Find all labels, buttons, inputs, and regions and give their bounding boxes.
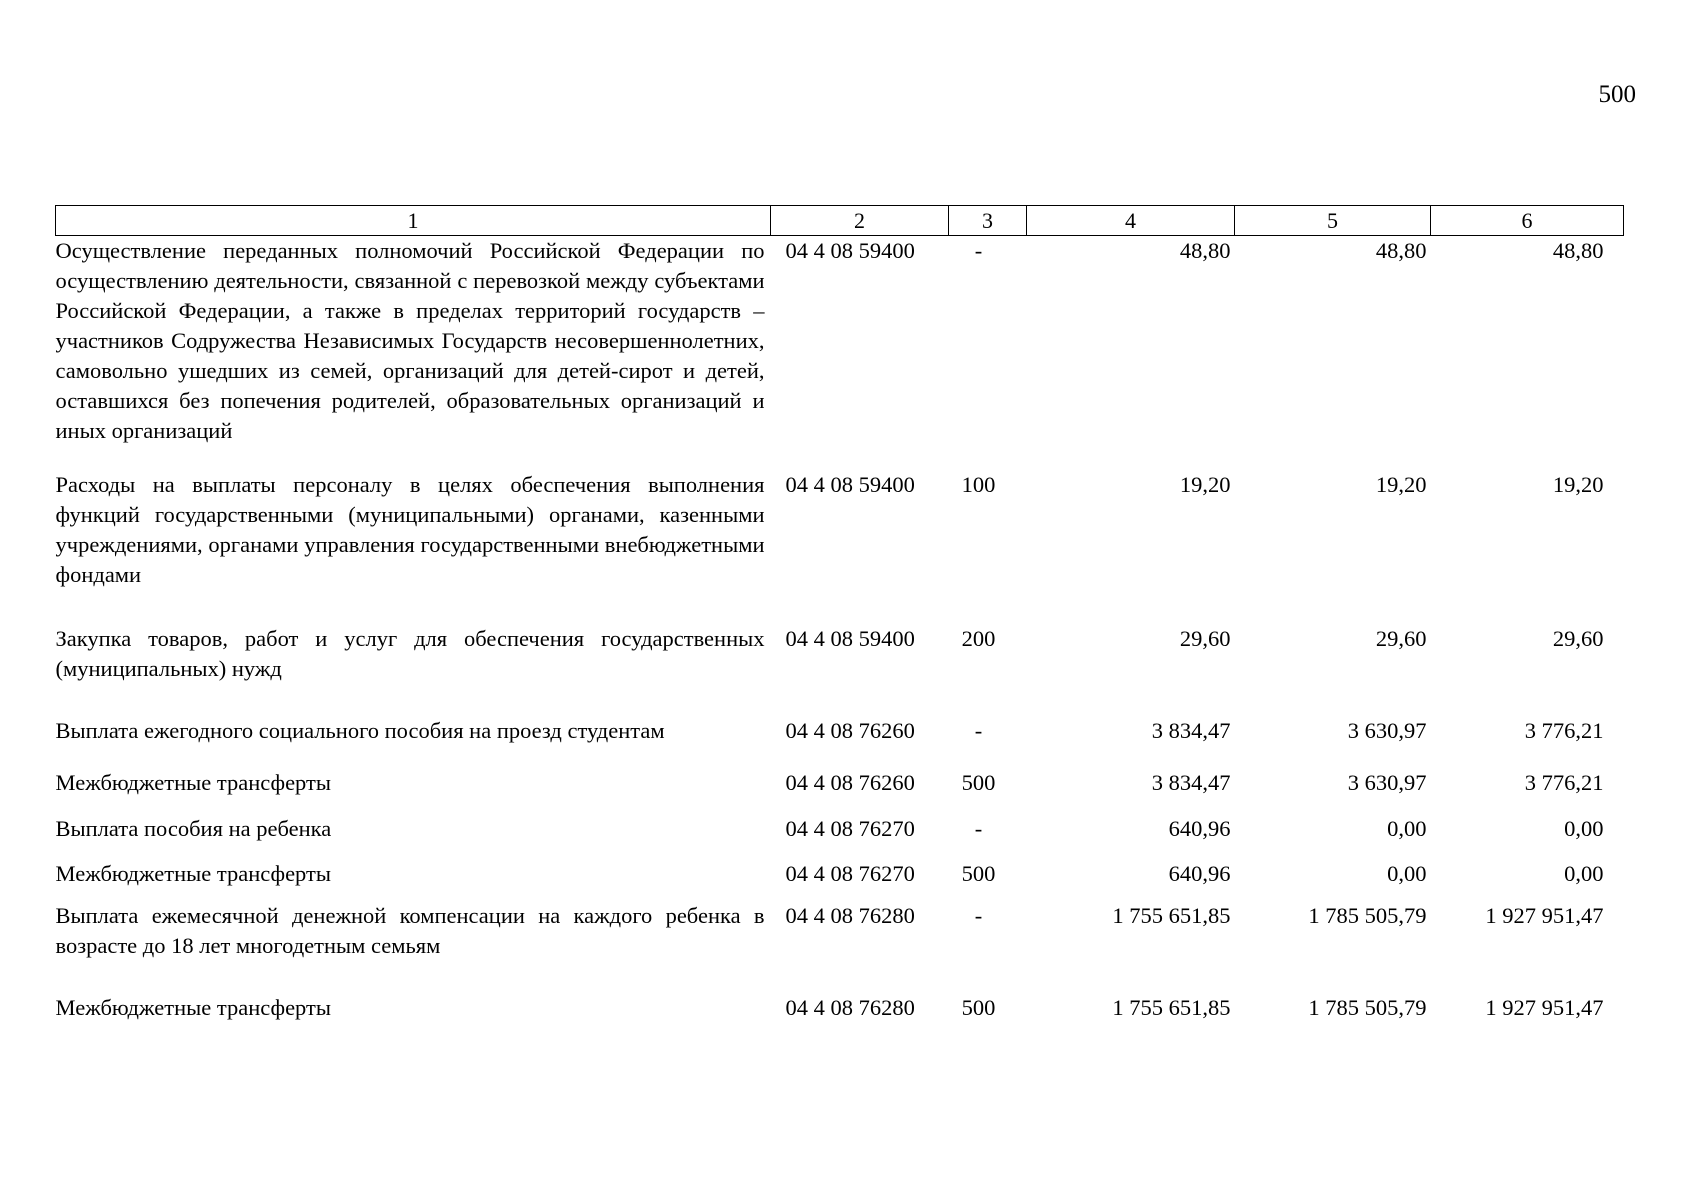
table-row bbox=[56, 993, 1624, 1033]
row-value-2: 1 785 505,79 bbox=[1308, 902, 1427, 928]
table-row bbox=[56, 236, 1624, 470]
row-value-3: 3 776,21 bbox=[1524, 717, 1604, 743]
row-value-1: 48,80 bbox=[1179, 238, 1231, 263]
row-vr-code: - bbox=[974, 717, 983, 743]
row-value-1: 3 834,47 bbox=[1151, 717, 1231, 743]
row-value-2: 0,00 bbox=[1387, 815, 1427, 841]
table-row bbox=[56, 814, 1624, 859]
row-value-2: 3 630,97 bbox=[1347, 717, 1427, 743]
row-value-1: 29,60 bbox=[1179, 625, 1231, 651]
row-value-2: 29,60 bbox=[1375, 625, 1427, 651]
row-value-3: 1 927 951,47 bbox=[1485, 902, 1604, 928]
row-vr-code: 500 bbox=[961, 860, 996, 886]
row-value-1: 640,96 bbox=[1168, 815, 1231, 841]
row-value-3: 1 927 951,47 bbox=[1485, 994, 1604, 1020]
row-csr-code: 04 4 08 59400 bbox=[785, 471, 915, 497]
row-value-2: 3 630,97 bbox=[1347, 769, 1427, 795]
row-value-3: 3 776,21 bbox=[1524, 769, 1604, 795]
header-cell-3: 3 bbox=[949, 206, 1027, 236]
row-value-2: 48,80 bbox=[1375, 238, 1427, 263]
header-cell-2: 2 bbox=[771, 206, 949, 236]
row-csr-code: 04 4 08 76270 bbox=[785, 860, 915, 886]
row-value-3: 48,80 bbox=[1552, 238, 1604, 263]
header-cell-1: 1 bbox=[56, 206, 771, 236]
row-vr-code: 100 bbox=[961, 471, 996, 497]
row-value-1: 1 755 651,85 bbox=[1112, 994, 1231, 1020]
row-vr-code: - bbox=[974, 238, 983, 263]
table-row bbox=[56, 470, 1624, 624]
row-vr-code: 200 bbox=[961, 625, 996, 651]
header-row bbox=[56, 206, 1624, 236]
row-csr-code: 04 4 08 76280 bbox=[785, 902, 915, 928]
row-value-3: 0,00 bbox=[1564, 860, 1604, 886]
row-value-2: 0,00 bbox=[1387, 860, 1427, 886]
header-cell-4: 4 bbox=[1027, 206, 1235, 236]
table-row bbox=[56, 901, 1624, 993]
row-value-1: 3 834,47 bbox=[1151, 769, 1231, 795]
row-name: Осуществление переданных полномочий Российской Федерации по осуществлению деятельности, связанной с перевозкой между субъектами Российской Федерации, а также в пределах территорий государств – участников Содружества Независимых Государств несовершеннолетних, самовольно ушедших из семей, организаций для детей-сирот и детей, оставшихся без попечения родителей, образовательных организаций и иных организаций bbox=[55, 238, 765, 443]
row-value-3: 29,60 bbox=[1552, 625, 1604, 651]
budget-table bbox=[55, 205, 1624, 1033]
row-name: Межбюджетные трансферты bbox=[55, 860, 331, 886]
row-value-3: 0,00 bbox=[1564, 815, 1604, 841]
row-csr-code: 04 4 08 76260 bbox=[785, 717, 915, 743]
row-name: Выплата ежемесячной денежной компенсации на каждого ребенка в возрасте до 18 лет многодетным семьям bbox=[55, 902, 765, 958]
row-vr-code: - bbox=[974, 902, 983, 928]
table-row bbox=[56, 859, 1624, 901]
page-number: 500 bbox=[1598, 81, 1636, 108]
row-vr-code: 500 bbox=[961, 994, 996, 1020]
row-name: Выплата пособия на ребенка bbox=[55, 815, 332, 841]
row-name: Выплата ежегодного социального пособия на проезд студентам bbox=[55, 717, 665, 743]
table-row bbox=[56, 716, 1624, 768]
row-csr-code: 04 4 08 76270 bbox=[785, 815, 915, 841]
row-csr-code: 04 4 08 76280 bbox=[785, 994, 915, 1020]
row-value-3: 19,20 bbox=[1552, 471, 1604, 497]
row-csr-code: 04 4 08 59400 bbox=[785, 625, 915, 651]
table-row bbox=[56, 768, 1624, 814]
header-cell-5: 5 bbox=[1235, 206, 1431, 236]
row-value-2: 1 785 505,79 bbox=[1308, 994, 1427, 1020]
row-vr-code: - bbox=[974, 815, 983, 841]
row-value-1: 19,20 bbox=[1179, 471, 1231, 497]
row-name: Межбюджетные трансферты bbox=[55, 994, 331, 1020]
row-csr-code: 04 4 08 59400 bbox=[785, 238, 915, 263]
table-row bbox=[56, 624, 1624, 716]
row-name: Закупка товаров, работ и услуг для обеспечения государственных (муниципальных) нужд bbox=[55, 625, 765, 681]
row-name: Межбюджетные трансферты bbox=[55, 769, 331, 795]
header-cell-6: 6 bbox=[1431, 206, 1624, 236]
row-value-2: 19,20 bbox=[1375, 471, 1427, 497]
row-value-1: 640,96 bbox=[1168, 860, 1231, 886]
row-csr-code: 04 4 08 76260 bbox=[785, 769, 915, 795]
row-value-1: 1 755 651,85 bbox=[1112, 902, 1231, 928]
row-name: Расходы на выплаты персоналу в целях обеспечения выполнения функций государственными (муниципальными) органами, казенными учреждениями, органами управления государственными внебюджетными фондами bbox=[55, 471, 765, 587]
row-vr-code: 500 bbox=[961, 769, 996, 795]
